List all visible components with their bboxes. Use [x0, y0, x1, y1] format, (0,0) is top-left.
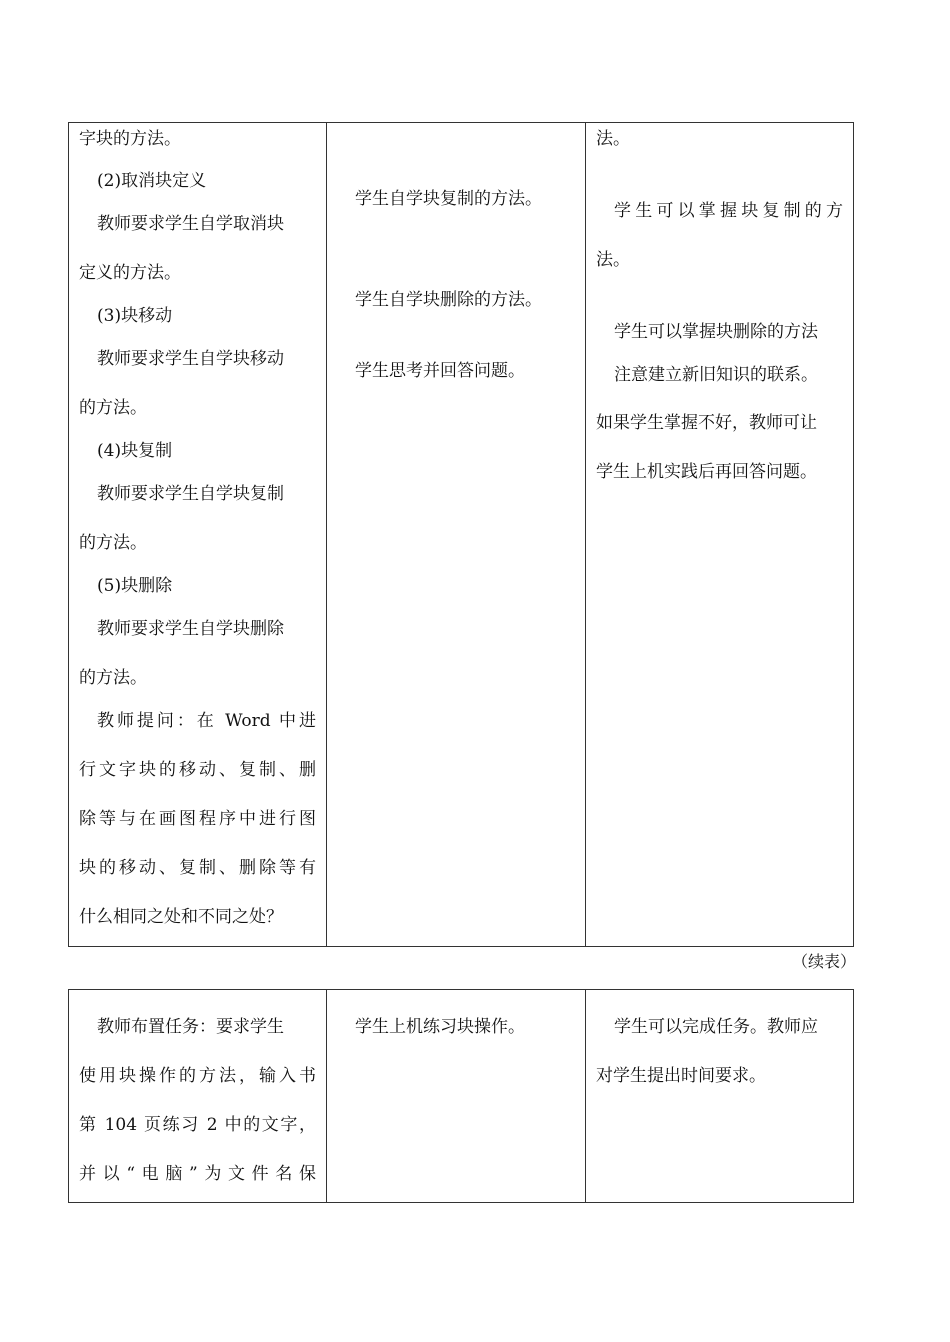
- text-line: (4)块复制: [97, 441, 173, 461]
- student-activity-cell: [327, 990, 586, 1202]
- teacher-activity-cell: [69, 990, 327, 1202]
- design-intent-cell: [586, 990, 853, 1202]
- text-line: 的方法。: [79, 398, 147, 418]
- text-line: (2)取消块定义: [97, 171, 207, 191]
- text-line: 教师要求学生自学取消块: [97, 214, 284, 234]
- text-line: 学生可以完成任务。教师应: [614, 1017, 818, 1037]
- lesson-table-bottom: [68, 989, 854, 1203]
- text-line: 的方法。: [79, 668, 147, 688]
- text-line: 使用块操作的方法，输入书: [79, 1066, 316, 1086]
- text-line: 学生上机练习块操作。: [355, 1017, 525, 1037]
- text-line: 除等与在画图程序中进行图: [79, 809, 316, 829]
- text-line: 学生自学块删除的方法。: [355, 290, 542, 310]
- text-line: 教师提问：在 Word 中进: [97, 711, 316, 731]
- text-line: 学生可以掌握块删除的方法: [614, 322, 818, 342]
- continued-label: （续表）: [791, 952, 856, 971]
- text-line: 块的移动、复制、删除等有: [79, 858, 316, 878]
- text-line: 的方法。: [79, 533, 147, 553]
- text-line: 教师要求学生自学块复制: [97, 484, 284, 504]
- text-line: 行文字块的移动、复制、删: [79, 760, 316, 780]
- text-line: 学生自学块复制的方法。: [355, 189, 542, 209]
- design-intent-cell: [586, 123, 853, 946]
- text-line: 学生上机实践后再回答问题。: [596, 462, 817, 482]
- text-line: 字块的方法。: [79, 129, 181, 149]
- text-line: 第 104 页练习 2 中的文字，: [79, 1115, 316, 1135]
- text-line: 教师要求学生自学块删除: [97, 619, 284, 639]
- text-line: 法。: [596, 250, 630, 270]
- text-line: (5)块删除: [97, 576, 173, 596]
- text-line: 教师要求学生自学块移动: [97, 349, 284, 369]
- text-line: 对学生提出时间要求。: [596, 1066, 766, 1086]
- text-line: 什么相同之处和不同之处？: [79, 907, 283, 927]
- text-line: 学生思考并回答问题。: [355, 361, 525, 381]
- text-line: 教师布置任务：要求学生: [97, 1017, 284, 1037]
- text-line: 定义的方法。: [79, 263, 181, 283]
- text-line: 法。: [596, 129, 630, 149]
- text-line: 如果学生掌握不好，教师可让: [596, 413, 817, 433]
- student-activity-cell: [327, 123, 586, 946]
- text-line: 并以“电脑”为文件名保: [79, 1164, 316, 1184]
- lesson-table-top: [68, 122, 854, 947]
- text-line: 注意建立新旧知识的联系。: [614, 365, 818, 385]
- text-line: 学生可以掌握块复制的方: [614, 201, 843, 221]
- teacher-activity-cell: [69, 123, 327, 946]
- text-line: (3)块移动: [97, 306, 173, 326]
